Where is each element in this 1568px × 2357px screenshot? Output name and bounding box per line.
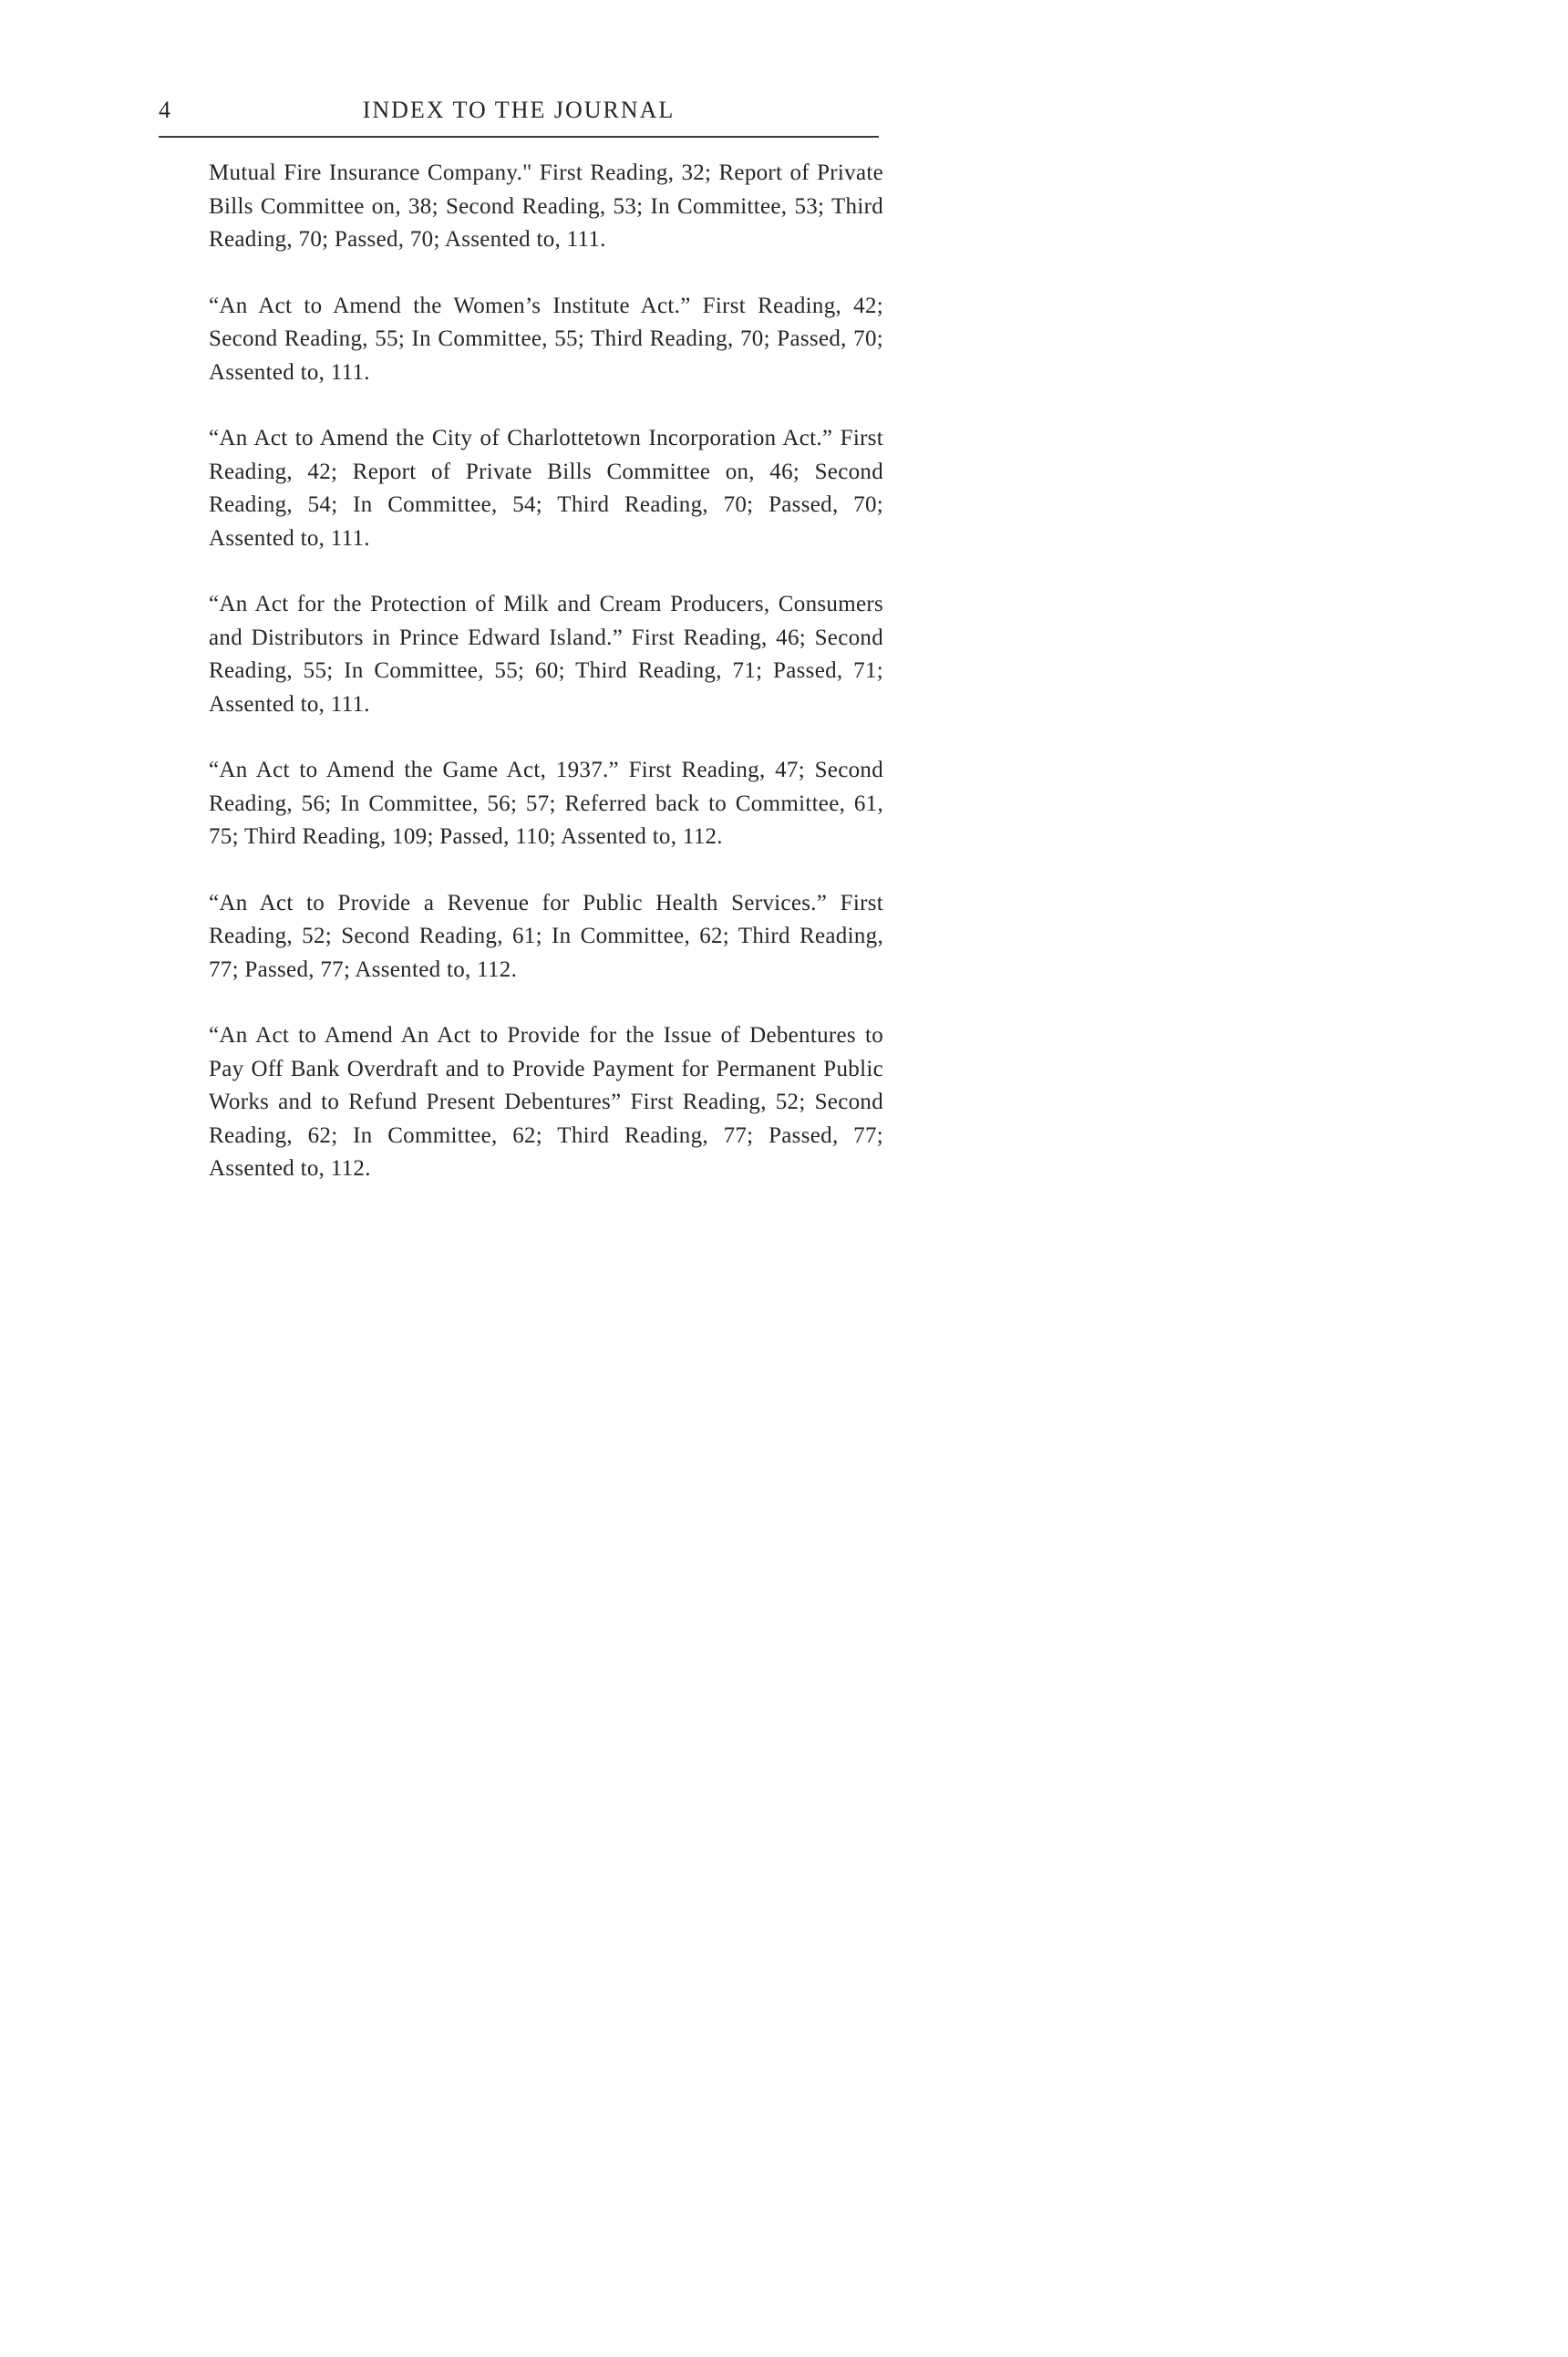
index-entry: “An Act to Amend the Game Act, 1937.” First Reading, 47; Second Reading, 56; In Committee, 56; 57; Referred back to Committee, 61, 75; Third Reading, 109; Passed, 110; Assented to, 112. xyxy=(209,758,883,849)
index-entry: “An Act for the Protection of Milk and Cream Producers, Consumers and Distributors in Prince Edward Island.” First Reading, 46; Second Reading, 55; In Committee, 55; 60; Third Reading, 71; Passed, 71; Assented to, 111. xyxy=(209,592,883,717)
index-entries xyxy=(209,157,883,1219)
page-header xyxy=(159,97,879,133)
page-number: 4 xyxy=(159,97,171,123)
index-entry: “An Act to Amend the City of Charlottetown Incorporation Act.” First Reading, 42; Report of Private Bills Committee on, 46; Second Reading, 54; In Committee, 54; Third Reading, 70; Passed, 70; Assented to, 111. xyxy=(209,426,883,551)
index-entry: Mutual Fire Insurance Company." First Reading, 32; Report of Private Bills Committee on, 38; Second Reading, 53; In Committee, 53; Third Reading, 70; Passed, 70; Assented to, 111. xyxy=(209,160,883,252)
index-entry: “An Act to Amend An Act to Provide for the Issue of Debentures to Pay Off Bank Overdraft and to Provide Payment for Permanent Public Works and to Refund Present Debentures” First Reading, 52; Second Reading, 62; In Committee, 62; Third Reading, 77; Passed, 77; Assented to, 112. xyxy=(209,1023,883,1181)
document-page xyxy=(0,0,959,1442)
index-entry: “An Act to Provide a Revenue for Public Health Services.” First Reading, 52; Second Reading, 61; In Committee, 62; Third Reading, 77; Passed, 77; Assented to, 112. xyxy=(209,890,883,982)
index-entry: “An Act to Amend the Women’s Institute Act.” First Reading, 42; Second Reading, 55; In Committee, 55; Third Reading, 70; Passed, 70; Assented to, 111. xyxy=(209,293,883,385)
header-rule xyxy=(159,136,879,138)
running-title: INDEX TO THE JOURNAL xyxy=(362,97,676,123)
